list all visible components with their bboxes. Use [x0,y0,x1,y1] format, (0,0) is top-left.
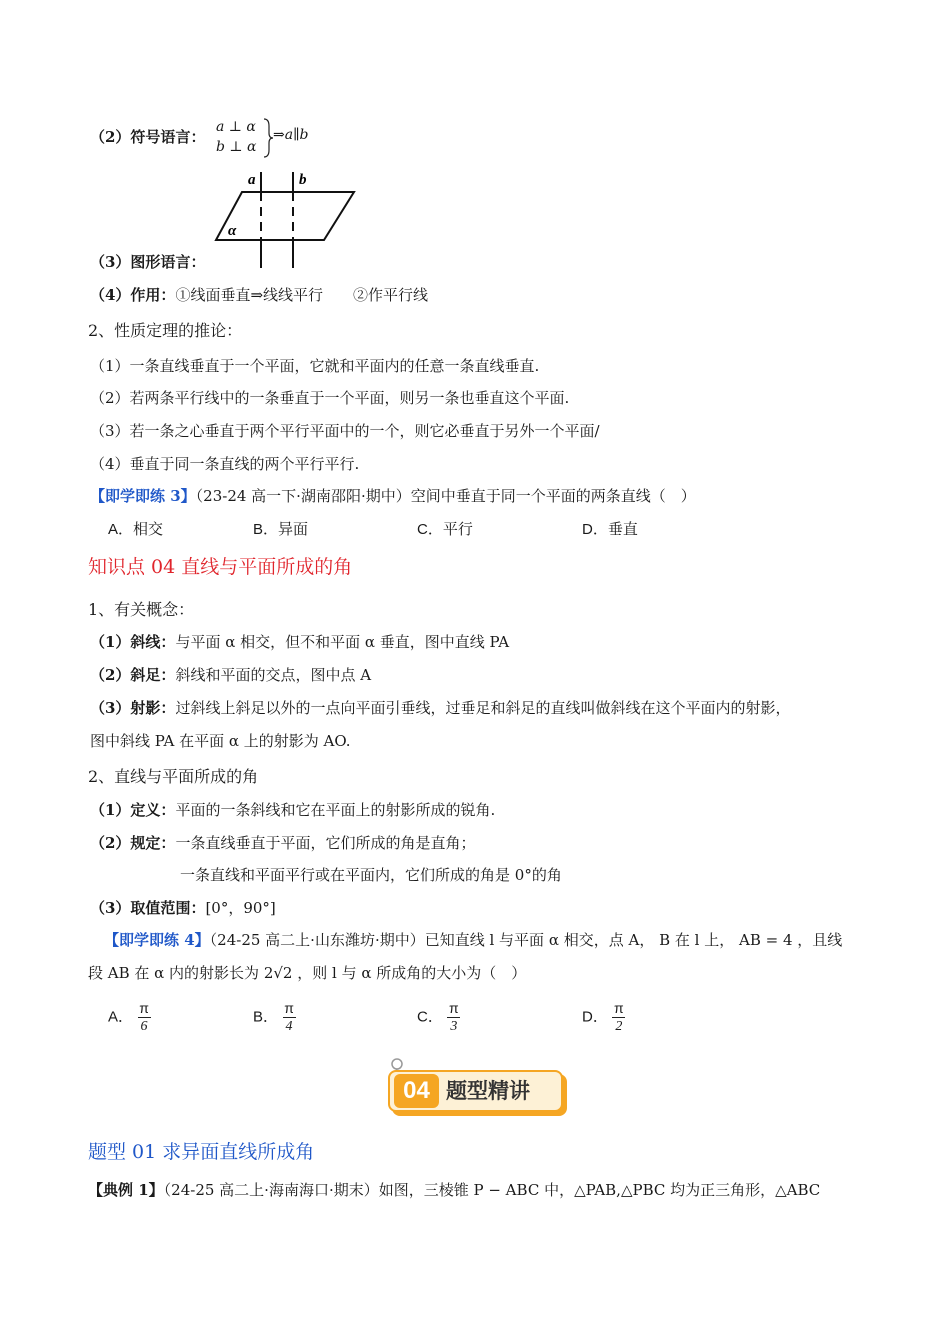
angle-1-label: （1）定义： [90,801,176,819]
symbol-expression [216,117,256,157]
practice-4-text: （24-25 高二上·山东潍坊·期中）已知直线 l 与平面 α 相交，点 A， B 在 l 上， AB = 4 ，且线 [209,931,843,949]
practice-3-option-c: C．平行 [417,521,473,538]
concept-3-text: 过斜线上斜足以外的一点向平面引垂线，过垂足和斜足的直线叫做斜线在这个平面内的射影， [175,699,791,717]
angle-heading: 2、直线与平面所成的角 [88,767,259,786]
practice-4-question [104,929,842,950]
angle-1-text: 平面的一条斜线和它在平面上的射影所成的锐角. [175,801,496,819]
concept-2-label: （2）斜足： [90,666,176,684]
angle-definition [90,799,495,820]
angle-rule-cont: 一条直线和平面平行或在平面内，它们所成的角是 0°的角 [180,866,562,884]
practice-3-question [90,485,696,506]
practice-3-option-a: A．相交 [108,521,164,538]
use-label: （4）作用： [90,286,176,304]
figure-label-b: b [299,172,307,188]
example-1-tag: 【典例 1】 [88,1181,164,1199]
option-c-fraction [447,1000,461,1035]
angle-rule [90,832,475,853]
practice-4-question-cont: 段 AB 在 α 内的射影长为 2√2 ，则 l 与 α 所成角的大小为（ ） [88,964,527,982]
corollary-heading: 2、性质定理的推论： [88,321,243,340]
concept-foot [90,664,371,685]
practice-3-tag: 【即学即练 3】 [90,487,196,505]
option-b-denominator: 4 [283,1017,296,1035]
concept-1-label: （1）斜线： [90,633,176,651]
banner-number: 04 [394,1074,439,1108]
option-a-denominator: 6 [138,1017,151,1035]
option-c-numerator: π [449,1000,459,1016]
practice-3-option-b: B．异面 [253,521,309,538]
symbol-line-1: a ⊥ α [216,119,256,135]
option-a-numerator: π [139,1000,149,1016]
corollary-item-2: （2）若两条平行线中的一条垂直于一个平面，则另一条也垂直这个平面. [90,389,570,407]
banner-title: 题型精讲 [446,1079,530,1103]
concept-2-text: 斜线和平面的交点，图中点 A [175,666,372,684]
option-b-fraction [282,1000,296,1035]
concept-projection-cont: 图中斜线 PA 在平面 α 上的射影为 AO. [90,732,351,750]
concept-heading: 1、有关概念： [88,600,195,619]
example-1 [88,1179,820,1200]
use-text: ①线面垂直⇒线线平行 ②作平行线 [175,286,429,304]
perpendicular-lines-figure [212,168,357,272]
option-b-letter: B． [253,1008,279,1026]
concept-1-text: 与平面 α 相交，但不和平面 α 垂直，图中直线 PA [175,633,510,651]
practice-3-option-d: D．垂直 [582,521,638,538]
section-04-title: 知识点 04 直线与平面所成的角 [88,556,353,578]
symbol-conclusion: ⇒a∥b [273,127,309,143]
type-01-title: 题型 01 求异面直线所成角 [88,1141,315,1163]
graphic-language-label: （3）图形语言： [90,253,206,271]
concept-projection [90,697,790,718]
corollary-item-4: （4）垂直于同一条直线的两个平行平行. [90,455,360,473]
concept-3-label: （3）射影： [90,699,176,717]
figure-label-alpha: α [228,223,237,239]
section-banner [386,1056,572,1120]
practice-3-text: （23-24 高一下·湖南邵阳·期中）空间中垂直于同一个平面的两条直线（ ） [195,487,696,505]
option-d-numerator: π [614,1000,624,1016]
practice-4-option-a [108,1000,151,1035]
option-c-letter: C． [417,1008,443,1026]
example-1-text: （24-25 高二上·海南海口·期末）如图，三棱锥 P − ABC 中，△PAB,△PBC 均为正三角形，△ABC [163,1181,821,1199]
figure-label-a: a [248,172,256,188]
practice-4-option-c [417,1000,461,1035]
option-d-letter: D． [582,1008,608,1026]
symbol-line-2: b ⊥ α [216,139,257,155]
practice-4-tag: 【即学即练 4】 [104,931,210,949]
angle-2-label: （2）规定： [90,834,176,852]
option-a-fraction [137,1000,151,1035]
practice-4-option-d [582,1000,626,1035]
option-d-denominator: 2 [612,1017,625,1035]
option-d-fraction [612,1000,626,1035]
option-c-denominator: 3 [447,1017,460,1035]
angle-3-label: （3）取值范围： [90,899,206,917]
angle-2-text: 一条直线垂直于平面，它们所成的角是直角； [175,834,476,852]
angle-3-text: [0°，90°] [205,899,276,917]
option-b-numerator: π [284,1000,294,1016]
symbol-language-label: （2）符号语言： [90,128,206,146]
corollary-item-3: （3）若一条之心垂直于两个平行平面中的一个，则它必垂直于另外一个平面/ [90,422,600,440]
angle-range [90,897,276,918]
practice-4-option-b [253,1000,296,1035]
concept-oblique-line [90,631,509,652]
use-line [90,284,428,305]
option-a-letter: A． [108,1008,134,1026]
corollary-item-1: （1）一条直线垂直于一个平面，它就和平面内的任意一条直线垂直. [90,357,540,375]
